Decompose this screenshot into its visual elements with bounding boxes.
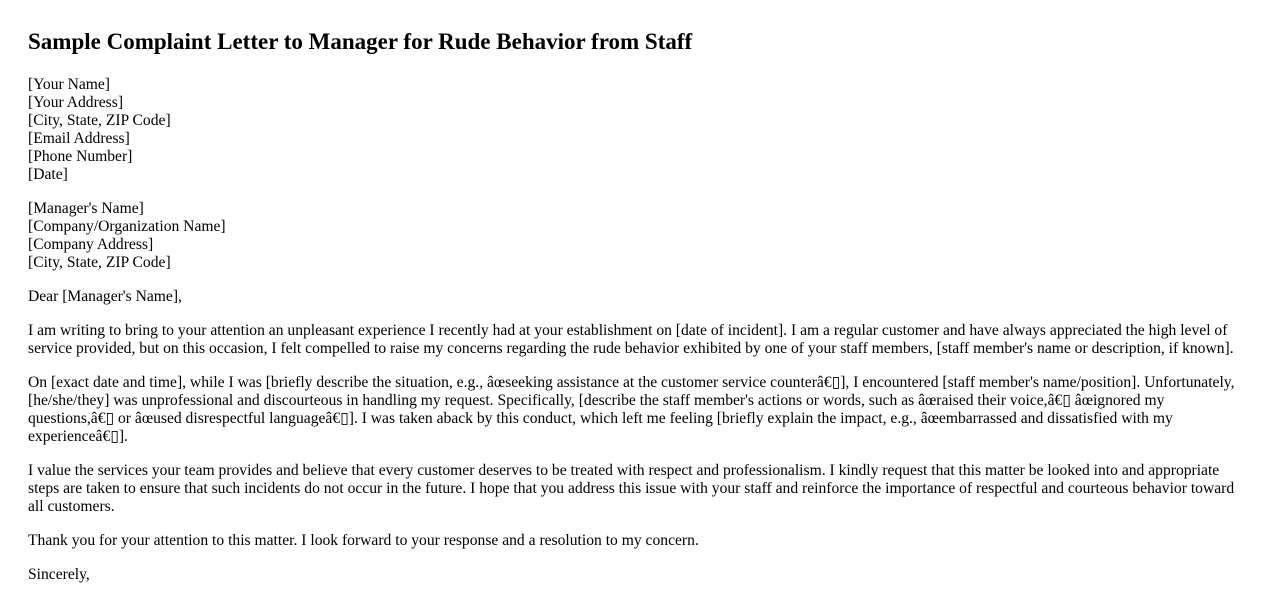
recipient-name: [Manager's Name]: [28, 200, 144, 217]
sender-name: [Your Name]: [28, 76, 111, 93]
sender-address: [Your Address]: [28, 94, 124, 111]
sender-address-block: [28, 76, 1250, 184]
letter-body: [28, 322, 1250, 550]
sender-city-state-zip: [City, State, ZIP Code]: [28, 112, 171, 129]
body-paragraph-1: I am writing to bring to your attention an unpleasant experience I recently had at your establishment on [date of incident]. I am a regular customer and have always appreciated the high level of service provided, but on this occasion, I felt compelled to raise my concerns regarding the rude behavior exhibited by one of your staff members, [staff member's name or description, if known].: [28, 322, 1234, 357]
recipient-address-block: [28, 200, 1250, 272]
sender-email: [Email Address]: [28, 130, 130, 147]
recipient-company-address: [Company Address]: [28, 236, 154, 253]
sender-phone: [Phone Number]: [28, 148, 133, 165]
body-paragraph-3: I value the services your team provides and believe that every customer deserves to be treated with respect and professionalism. I kindly request that this matter be looked into and appropriate steps are taken to ensure that such incidents do not occur in the future. I hope that you address this issue with your staff and reinforce the importance of respectful and courteous behavior toward all customers.: [28, 462, 1235, 515]
recipient-company: [Company/Organization Name]: [28, 218, 226, 235]
closing: Sincerely,: [28, 566, 90, 583]
salutation: Dear [Manager's Name],: [28, 288, 182, 305]
page-title: Sample Complaint Letter to Manager for Rude Behavior from Staff: [28, 29, 693, 54]
letter-date: [Date]: [28, 166, 68, 183]
recipient-city-state-zip: [City, State, ZIP Code]: [28, 254, 171, 271]
body-paragraph-2: On [exact date and time], while I was [briefly describe the situation, e.g., âœseeking assistance at the customer service counterâ€▯], I encountered [staff member's name/position]. Unfortunately, [he/she/they] was unprofessional and discourteous in handling my request. Specifically, [describe the staff member's actions or words, such as âœraised their voice,â€▯ âœignored my questions,â€▯ or âœused disrespectful languageâ€▯]. I was taken aback by this conduct, which left me feeling [briefly explain the impact, e.g., âœembarrassed and dissatisfied with my experienceâ€▯].: [28, 374, 1235, 445]
body-paragraph-4: Thank you for your attention to this matter. I look forward to your response and a resolution to my concern.: [28, 532, 699, 549]
